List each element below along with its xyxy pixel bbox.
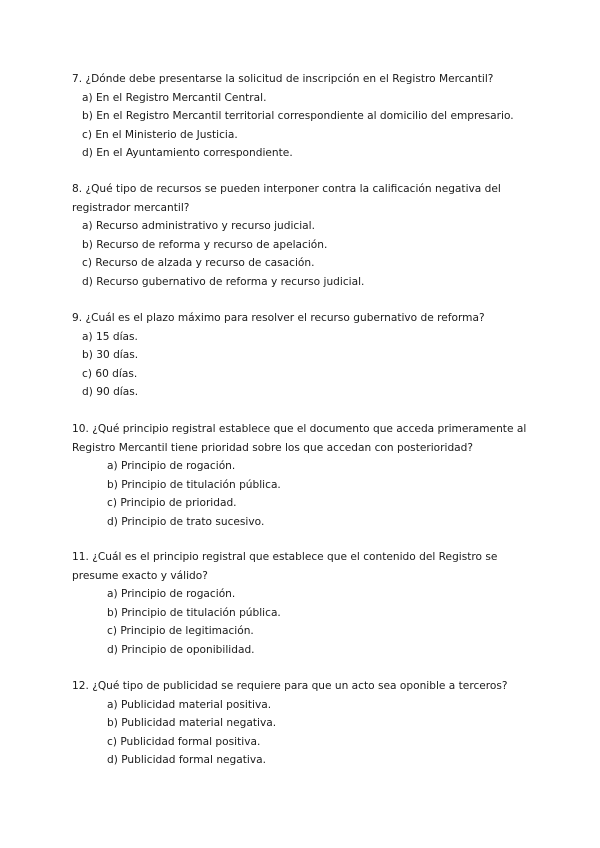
option-d: d) Publicidad formal negativa. bbox=[107, 754, 267, 766]
question-8 bbox=[72, 180, 532, 291]
option-a: a) Principio de rogación. bbox=[107, 460, 236, 472]
option-c: c) Principio de prioridad. bbox=[107, 497, 237, 509]
option-d: d) En el Ayuntamiento correspondiente. bbox=[82, 147, 293, 159]
question-text: 9. ¿Cuál es el plazo máximo para resolver el recurso gubernativo de reforma? bbox=[72, 312, 485, 324]
option-b: b) Principio de titulación pública. bbox=[107, 478, 281, 491]
question-text: 7. ¿Dónde debe presentarse la solicitud de inscripción en el Registro Mercantil? bbox=[72, 73, 494, 85]
option-b: b) Principio de titulación pública. bbox=[107, 606, 281, 619]
option-c: c) 60 días. bbox=[82, 367, 138, 380]
option-d: d) Principio de oponibilidad. bbox=[107, 643, 255, 656]
option-c: c) Recurso de alzada y recurso de casación. bbox=[82, 257, 315, 269]
option-c: c) Principio de legitimación. bbox=[107, 625, 254, 637]
question-11 bbox=[72, 548, 532, 659]
question-7 bbox=[72, 70, 532, 163]
answer-options bbox=[72, 89, 532, 163]
option-a: a) Publicidad material positiva. bbox=[107, 698, 272, 711]
answer-options bbox=[72, 328, 532, 402]
question-text: 10. ¿Qué principio registral establece que el documento que acceda primeramente al Registro Mercantil tiene prioridad sobre los que accedan con posterioridad? bbox=[72, 423, 527, 454]
option-a: a) Recurso administrativo y recurso judicial. bbox=[82, 220, 315, 232]
option-b: b) 30 días. bbox=[82, 349, 139, 361]
question-10 bbox=[72, 420, 532, 531]
option-a: a) 15 días. bbox=[82, 330, 138, 343]
answer-options bbox=[72, 217, 532, 291]
question-9 bbox=[72, 309, 532, 402]
option-d: d) 90 días. bbox=[82, 386, 139, 398]
option-a: a) Principio de rogación. bbox=[107, 588, 236, 600]
option-b: b) Publicidad material negativa. bbox=[107, 717, 277, 729]
option-a: a) En el Registro Mercantil Central. bbox=[82, 91, 267, 104]
option-b: b) En el Registro Mercantil territorial correspondiente al domicilio del empresario. bbox=[82, 110, 514, 122]
option-d: d) Principio de trato sucesivo. bbox=[107, 515, 265, 528]
option-c: c) Publicidad formal positiva. bbox=[107, 735, 261, 748]
question-text: 12. ¿Qué tipo de publicidad se requiere para que un acto sea oponible a terceros? bbox=[72, 680, 508, 692]
question-text: 11. ¿Cuál es el principio registral que establece que el contenido del Registro se presume exacto y válido? bbox=[72, 551, 498, 582]
answer-options bbox=[72, 585, 532, 659]
answer-options bbox=[72, 457, 532, 531]
question-text: 8. ¿Qué tipo de recursos se pueden interponer contra la calificación negativa del registrador mercantil? bbox=[72, 183, 501, 214]
answer-options bbox=[72, 696, 532, 770]
option-b: b) Recurso de reforma y recurso de apelación. bbox=[82, 238, 328, 251]
option-c: c) En el Ministerio de Justicia. bbox=[82, 128, 238, 141]
question-12 bbox=[72, 677, 532, 770]
option-d: d) Recurso gubernativo de reforma y recurso judicial. bbox=[82, 275, 365, 288]
